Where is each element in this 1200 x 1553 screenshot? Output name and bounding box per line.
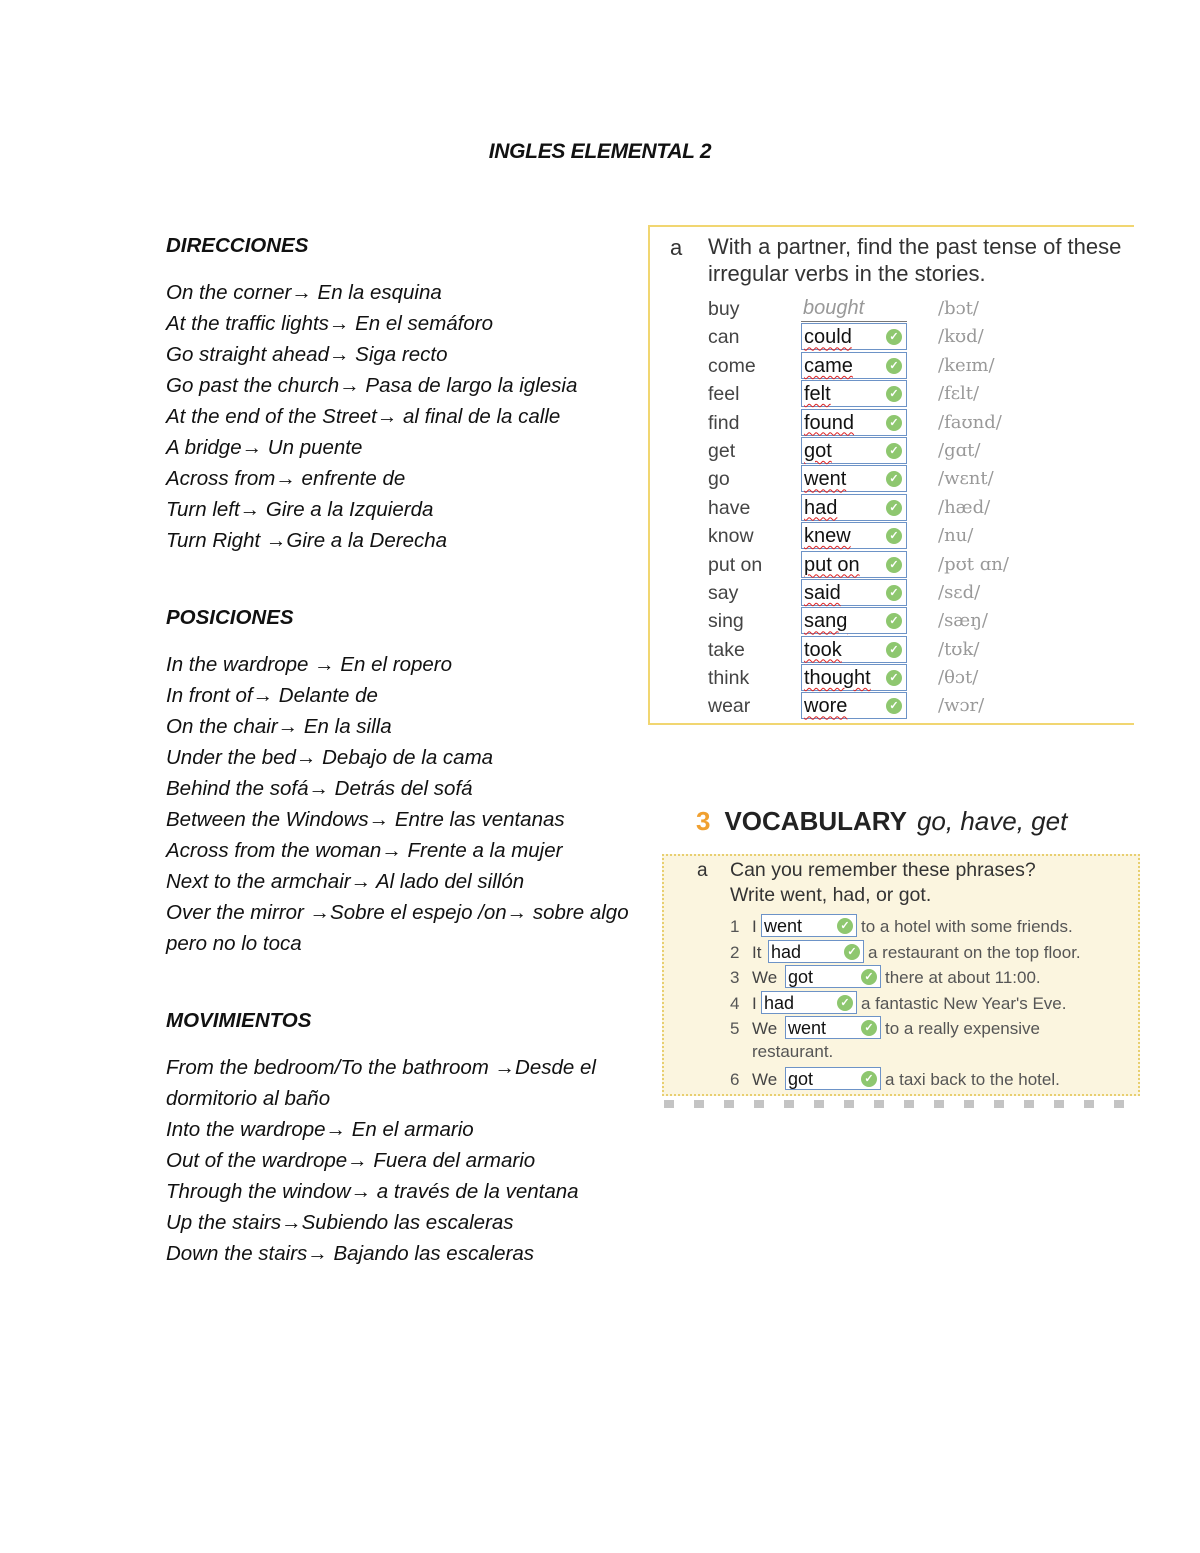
phrase-item: Over the mirror →Sobre el espejo /on→ sobre algo pero no lo toca — [166, 901, 629, 955]
phonetic: /tʊk/ — [938, 638, 980, 660]
phonetic: /pʊt ɑn/ — [938, 553, 1009, 575]
verb-row — [708, 323, 1128, 351]
phrase-item: Turn Right →Gire a la Derecha — [166, 529, 448, 552]
answer-field[interactable] — [801, 465, 907, 492]
verb-row — [708, 352, 1128, 380]
page-title: INGLES ELEMENTAL 2 — [488, 140, 712, 163]
verb-base: think — [708, 667, 750, 690]
answer-field[interactable] — [801, 295, 907, 322]
verb-row — [708, 295, 1128, 323]
check-circle-icon: ✓ — [861, 969, 877, 985]
answer-field[interactable] — [785, 965, 881, 988]
check-circle-icon: ✓ — [861, 1020, 877, 1036]
verb-row — [708, 692, 1128, 720]
answer-field[interactable] — [801, 323, 907, 350]
answer-text: could — [804, 326, 852, 349]
check-circle-icon: ✓ — [844, 944, 860, 960]
phrase-rest: there at about 11:00. — [885, 968, 1041, 987]
phrase-row — [730, 914, 1130, 940]
phonetic: /sɛd/ — [938, 581, 981, 603]
answer-field[interactable] — [801, 607, 907, 634]
phrase-number: 5 — [730, 1019, 740, 1038]
check-circle-icon: ✓ — [886, 500, 902, 516]
phonetic: /bɔt/ — [938, 298, 979, 319]
phrase-item: Go past the church→ Pasa de largo la iglesia — [166, 374, 578, 397]
section-direcciones — [166, 230, 636, 556]
phrase-row — [730, 1016, 1130, 1042]
check-circle-icon: ✓ — [886, 329, 902, 345]
check-circle-icon: ✓ — [886, 557, 902, 573]
verb-table — [708, 295, 1128, 721]
phonetic: /θɔt/ — [938, 667, 979, 689]
exercise-instruction: With a partner, find the past tense of these irregular verbs in the stories. — [708, 234, 1122, 286]
phrase-number: 3 — [730, 968, 740, 987]
section-heading: DIRECCIONES — [166, 234, 309, 257]
answer-text: thought — [804, 667, 871, 690]
phrase-item: Under the bed→ Debajo de la cama — [166, 746, 494, 769]
answer-text: wore — [804, 695, 848, 718]
answer-text: got — [804, 439, 832, 462]
phrase-rest: to a really expensive — [885, 1019, 1040, 1038]
phrase-subject: I — [752, 917, 757, 936]
answer-text: got — [788, 1069, 814, 1089]
answer-field[interactable] — [801, 551, 907, 578]
phrase-item: Between the Windows→ Entre las ventanas — [166, 808, 565, 831]
check-circle-icon: ✓ — [837, 995, 853, 1011]
phonetic: /wɔr/ — [938, 695, 985, 717]
phrase-number: 6 — [730, 1070, 740, 1089]
answer-field[interactable] — [801, 409, 907, 436]
answer-field[interactable] — [785, 1067, 881, 1090]
verb-base: come — [708, 354, 756, 377]
check-circle-icon: ✓ — [886, 528, 902, 544]
answer-field[interactable] — [801, 636, 907, 663]
vocabulary-title: VOCABULARY — [724, 806, 907, 836]
check-circle-icon: ✓ — [886, 443, 902, 459]
phrase-list — [166, 649, 636, 959]
phonetic: /hæd/ — [938, 496, 991, 518]
verb-row — [708, 522, 1128, 550]
phrase-item: Through the window→ a través de la ventana — [166, 1180, 579, 1203]
answer-field[interactable] — [801, 664, 907, 691]
phrase-continuation: restaurant. — [752, 1041, 834, 1061]
check-circle-icon: ✓ — [886, 358, 902, 374]
answer-text: bought — [803, 297, 865, 319]
phrase-number: 2 — [730, 942, 740, 962]
verb-base: put on — [708, 553, 763, 576]
check-circle-icon: ✓ — [886, 698, 902, 714]
phrase-subject: It — [752, 942, 762, 962]
answer-text: went — [788, 1018, 827, 1038]
answer-field[interactable] — [801, 437, 907, 464]
exercise-letter: a — [697, 860, 708, 881]
answer-field[interactable] — [801, 579, 907, 606]
answer-field[interactable] — [801, 352, 907, 379]
phrase-row — [730, 1067, 1130, 1093]
phonetic: /kʊd/ — [938, 326, 984, 348]
phrase-row — [730, 940, 1130, 966]
phrase-number: 1 — [730, 917, 740, 936]
verb-row — [708, 664, 1128, 692]
phonetic: /fɛlt/ — [938, 383, 980, 405]
vocabulary-heading — [696, 806, 1067, 837]
verb-base: take — [708, 638, 745, 661]
verb-base: go — [708, 468, 730, 491]
answer-field[interactable] — [801, 494, 907, 521]
check-circle-icon: ✓ — [886, 585, 902, 601]
phrase-item: Across from the woman→ Frente a la mujer — [166, 839, 563, 862]
answer-field[interactable] — [768, 940, 864, 963]
check-circle-icon: ✓ — [886, 642, 902, 658]
answer-field[interactable] — [761, 914, 857, 937]
verb-row — [708, 579, 1128, 607]
answer-field[interactable] — [785, 1016, 881, 1039]
phrase-item: Next to the armchair→ Al lado del sillón — [166, 870, 525, 893]
verb-base: get — [708, 439, 736, 462]
phonetic: /faʊnd/ — [938, 411, 1002, 433]
phrase-item: Up the stairs→Subiendo las escaleras — [166, 1211, 514, 1234]
answer-text: sang — [804, 610, 848, 633]
exercise-letter: a — [670, 235, 683, 260]
exercise-instruction — [730, 858, 1130, 908]
phrase-rest: a taxi back to the hotel. — [885, 1070, 1060, 1089]
verb-row — [708, 551, 1128, 579]
phonetic: /wɛnt/ — [938, 468, 994, 490]
check-circle-icon: ✓ — [837, 918, 853, 934]
verb-base: feel — [708, 383, 740, 406]
answer-text: found — [804, 411, 855, 434]
verb-base: can — [708, 326, 740, 349]
answer-field[interactable] — [761, 991, 857, 1014]
section-movimientos — [166, 1005, 636, 1269]
verb-base: say — [708, 581, 739, 604]
section-heading: MOVIMIENTOS — [166, 1009, 312, 1032]
phrase-row — [730, 965, 1130, 991]
phrase-rest: to a hotel with some friends. — [861, 917, 1073, 936]
phrase-item: Across from→ enfrente de — [166, 467, 406, 490]
phrase-rest: a fantastic New Year's Eve. — [861, 993, 1067, 1013]
answer-text: knew — [804, 525, 851, 548]
phrase-item: Down the stairs→ Bajando las escaleras — [166, 1242, 535, 1265]
phonetic: /sæŋ/ — [938, 610, 988, 632]
phrase-item: On the chair→ En la silla — [166, 715, 392, 738]
section-number: 3 — [696, 806, 711, 836]
answer-text: went — [804, 468, 847, 491]
phrase-number: 4 — [730, 993, 740, 1013]
phrase-subject: We — [752, 1070, 778, 1089]
verb-row — [708, 494, 1128, 522]
answer-text: had — [764, 992, 795, 1013]
answer-text: went — [764, 916, 803, 936]
verb-row — [708, 636, 1128, 664]
verb-base: wear — [708, 695, 751, 718]
phrase-item: In front of→ Delante de — [166, 684, 378, 707]
phrase-item: A bridge→ Un puente — [166, 436, 363, 459]
verb-row — [708, 409, 1128, 437]
phrase-subject: I — [752, 993, 757, 1013]
answer-text: had — [804, 496, 838, 519]
phrase-item: At the end of the Street→ al final de la calle — [166, 405, 561, 428]
verb-base: have — [708, 496, 751, 519]
answer-text: took — [804, 638, 842, 661]
phrase-exercise-list — [730, 914, 1130, 1093]
phonetic: /gɑt/ — [938, 439, 981, 461]
answer-text: put on — [804, 553, 860, 576]
notes-column — [166, 230, 636, 1315]
phrase-row-continuation — [730, 1042, 1130, 1068]
verb-base: buy — [708, 298, 740, 320]
phrase-rest: a restaurant on the top floor. — [868, 942, 1081, 962]
phrase-item: Out of the wardrope→ Fuera del armario — [166, 1149, 536, 1172]
phrase-list — [166, 277, 636, 556]
answer-text: felt — [804, 383, 831, 406]
phonetic: /keɪm/ — [938, 354, 995, 376]
phrase-item: Behind the sofá→ Detrás del sofá — [166, 777, 473, 800]
phrase-item: Into the wardrope→ En el armario — [166, 1118, 474, 1141]
phrase-row — [730, 991, 1130, 1017]
check-circle-icon: ✓ — [886, 670, 902, 686]
vocabulary-subtitle: go, have, get — [916, 806, 1068, 836]
answer-field[interactable] — [801, 522, 907, 549]
instruction-line: Can you remember these phrases? — [730, 859, 1036, 881]
answer-text: had — [771, 941, 802, 962]
answer-text: got — [788, 967, 814, 987]
phrase-item: On the corner→ En la esquina — [166, 281, 442, 304]
instruction-line: Write went, had, or got. — [730, 884, 932, 906]
phrase-item: In the wardrope → En el ropero — [166, 653, 453, 676]
vocabulary-exercise — [662, 854, 1140, 1096]
verb-row — [708, 465, 1128, 493]
verb-row — [708, 437, 1128, 465]
verb-base: sing — [708, 610, 744, 633]
phrase-item: Turn left→ Gire a la Izquierda — [166, 498, 434, 521]
cropped-edge — [664, 1100, 1140, 1108]
past-tense-exercise — [648, 225, 1134, 725]
answer-text: came — [804, 354, 853, 377]
check-circle-icon: ✓ — [886, 415, 902, 431]
verb-row — [708, 607, 1128, 635]
phrase-subject: We — [752, 968, 778, 987]
answer-field[interactable] — [801, 380, 907, 407]
section-posiciones — [166, 602, 636, 959]
check-circle-icon: ✓ — [886, 386, 902, 402]
section-heading: POSICIONES — [166, 606, 294, 629]
verb-row — [708, 380, 1128, 408]
phrase-subject: We — [752, 1019, 778, 1038]
check-circle-icon: ✓ — [886, 471, 902, 487]
check-circle-icon: ✓ — [861, 1071, 877, 1087]
phrase-item: From the bedroom/To the bathroom →Desde el dormitorio al baño — [166, 1056, 596, 1110]
phrase-item: Go straight ahead→ Siga recto — [166, 343, 448, 366]
phrase-list — [166, 1052, 636, 1269]
answer-text: said — [804, 581, 841, 604]
answer-field[interactable] — [801, 692, 907, 719]
verb-base: find — [708, 411, 740, 434]
phonetic: /nu/ — [938, 525, 974, 547]
phrase-item: At the traffic lights→ En el semáforo — [166, 312, 493, 335]
verb-base: know — [708, 525, 754, 548]
check-circle-icon: ✓ — [886, 613, 902, 629]
